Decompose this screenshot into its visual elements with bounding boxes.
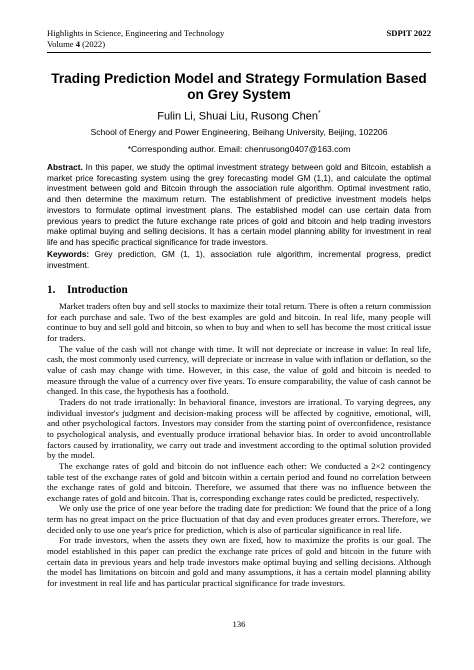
corresponding-email: *Corresponding author. Email: chenrusong0407@163.com (127, 144, 351, 154)
keywords-label: Keywords: (47, 250, 90, 259)
volume-line (47, 39, 431, 50)
paragraph: The value of the cash will not change with time. It will not depreciate or increase in value: In real life, cash, the most commonly used currency, will depreciate or increase in value with inflation or deflation, so the value of cash may change with time. However, in this case, the value of gold and bitcoin is needed to measure through the value of a currency over five years. To ensure comparability, the value of cash cannot be changed. In this case, the hypothesis has a foothold. (47, 343, 431, 397)
journal-name: Highlights in Science, Engineering and Technology (47, 28, 225, 38)
volume-number: 4 (75, 39, 81, 49)
section-title: Introduction (67, 284, 128, 296)
paper-title: Trading Prediction Model and Strategy Formulation Based on Grey System (51, 71, 427, 102)
volume-year: (2022) (80, 39, 106, 49)
keywords-text: Grey prediction, GM (1, 1), association rule algorithm, incremental progress, predict investment. (47, 250, 431, 270)
affiliation: School of Energy and Power Engineering, Beihang University, Beijing, 102206 (90, 127, 388, 137)
paragraph: Market traders often buy and sell stocks to maximize their total return. There is often a return commission for each purchase and sale. Two of the best examples are gold and bitcoin. In real life, many people will continue to buy and sell gold and bitcoin, so when to buy and when to sell has become the most critical issue for traders. (47, 301, 431, 343)
paragraph: Traders do not trade irrationally: In behavioral finance, investors are irrational. To varying degrees, any individual investor's judgment and decision-making process will be affected by cognitive, emotional, will, and other psychological factors. Investors may consider from the starting point of overconfidence, resistance to psychological analysis, and eventually produce irrational behavior bias. In order to avoid uncontrollable factors caused by irrationality, we carry out trade and investment according to the optimal solution provided by the model. (47, 396, 431, 461)
section-number: 1. (47, 284, 56, 296)
keywords (47, 250, 431, 271)
paragraph: The exchange rates of gold and bitcoin do not influence each other: We conducted a 2×2 contingency table test of the exchange rates of gold and bitcoin within a certain period and found no correlation between the exchange rates of gold and bitcoin. Therefore, we assumed that there was no influence between the exchange rates of gold and bitcoin. That is, corresponding exchange rates could be predicted, respectively. (47, 460, 431, 503)
corresponding-mark: * (318, 110, 321, 117)
paragraph: We only use the price of one year before the trading date for prediction: We found that the price of a long term has no great impact on the price fluctuation of that day and even produces greater errors. Therefore, we decided only to use one year's price for prediction, which is also of particular significance in real life. (47, 503, 431, 535)
paragraph: For trade investors, when the assets they own are fixed, how to maximize the profits is our goal. The model established in this paper can predict the exchange rate prices of gold and bitcoin in the future with certain data in previous years and help trade investors make optimal buying and selling decisions. Although the model has limitations on bitcoin and gold and many assumptions, it has a certain model planning ability for investment in real life and has particular practical significance for trade investors. (47, 535, 431, 589)
abstract-text: In this paper, we study the optimal investment strategy between gold and Bitcoin, establish a market price forecasting system using the grey forecasting model GM (1,1), and calculate the optimal investment between gold and Bitcoin through the association rule algorithm. Optimal investment ratio, and then determine the maximum return. The establishment of predictive investment models helps investors to formulate optimal investment plans. The established model can use certain data from previous years to predict the future exchange rate prices of gold and bitcoin and help trading investors make optimal buying and selling decisions. It has a certain model planning ability for investment in real life and has specific practical significance for trade investors. (47, 163, 431, 247)
header-rule (47, 52, 431, 53)
author-names: Fulin Li, Shuai Liu, Rusong Chen (157, 110, 319, 123)
section-heading (47, 284, 431, 296)
abstract (47, 163, 431, 249)
author-list (47, 110, 431, 123)
abstract-label: Abstract. (47, 163, 83, 172)
body-text (47, 301, 431, 589)
conference-name: SDPIT 2022 (386, 28, 431, 38)
page-number: 136 (232, 619, 246, 629)
volume-prefix: Volume (47, 39, 76, 49)
running-header (47, 28, 431, 50)
